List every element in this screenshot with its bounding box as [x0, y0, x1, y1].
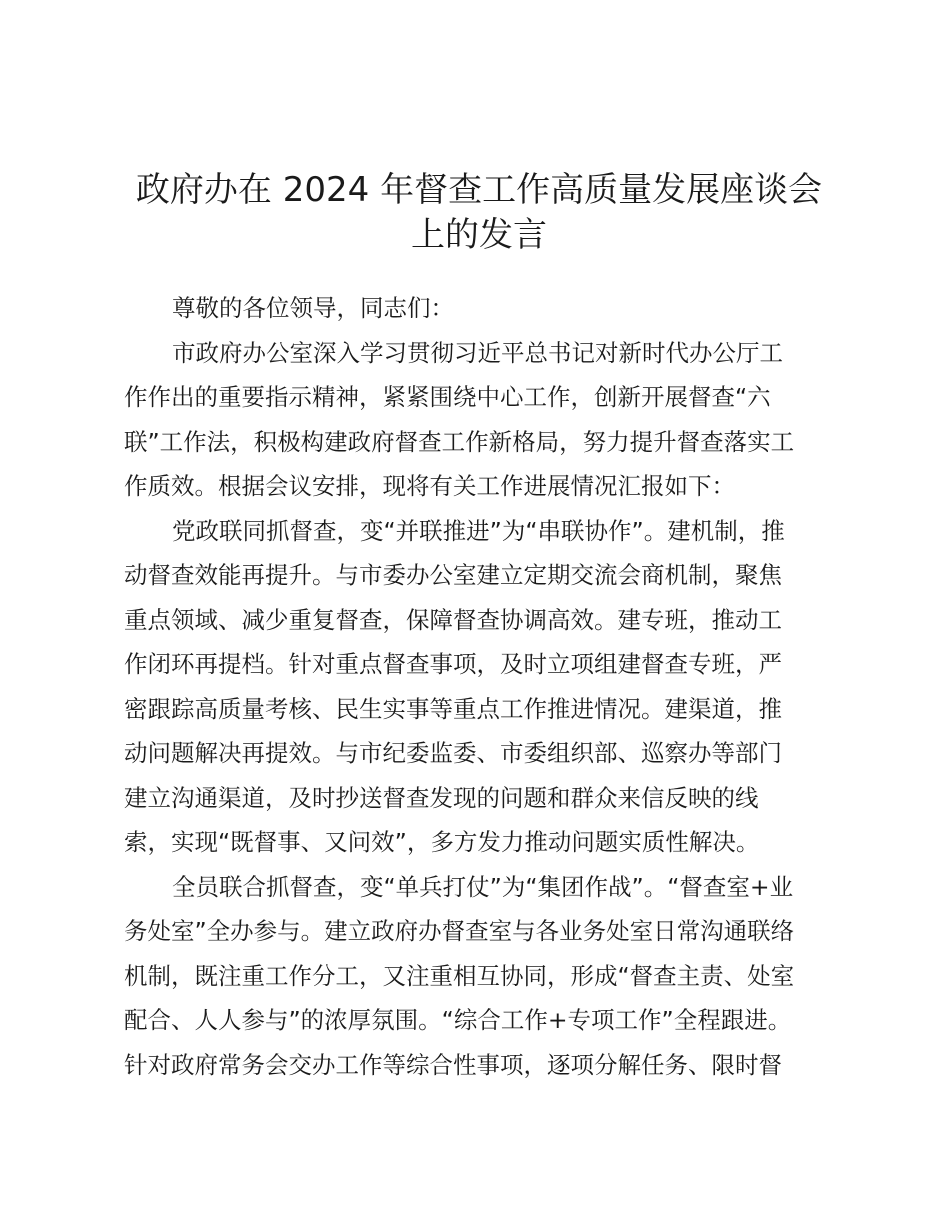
text-line: 全员联合抓督查，变“单兵打仗”为“集团作战”。“督查室+业 — [172, 872, 794, 901]
text-line: 配合、人人参与”的浓厚氛围。“综合工作+专项工作”全程跟进。 — [124, 1006, 792, 1034]
text-line: 密跟踪高质量考核、民生实事等重点工作推进情况。建渠道，推 — [124, 694, 782, 723]
text-line: 联”工作法，积极构建政府督查工作新格局，努力提升督查落实工 — [124, 427, 795, 456]
text-line: 务处室”全办参与。建立政府办督查室与各业务处室日常沟通联络 — [124, 917, 795, 945]
title-line-1: 政府办在 2024 年督查工作高质量发展座谈会 — [135, 170, 823, 210]
document-title — [124, 168, 834, 258]
paragraph-party-government — [124, 509, 834, 865]
title-line-2: 上的发言 — [411, 215, 547, 255]
document-body — [124, 286, 834, 1087]
text-line: 针对政府常务会交办工作等综合性事项，逐项分解任务、限时督 — [124, 1050, 782, 1079]
text-line: 作闭环再提档。针对重点督查事项，及时立项组建督查专班，严 — [124, 650, 782, 678]
paragraph-salutation — [124, 286, 834, 331]
document-page — [124, 168, 834, 1087]
text-line: 动督查效能再提升。与市委办公室建立定期交流会商机制，聚焦 — [124, 561, 782, 589]
paragraph-intro — [124, 331, 834, 509]
text-line: 尊敬的各位领导，同志们： — [172, 294, 454, 322]
text-line: 党政联同抓督查，变“并联推进”为“串联协作”。建机制，推 — [172, 516, 785, 545]
text-line: 动问题解决再提效。与市纪委监委、市委组织部、巡察办等部门 — [124, 739, 782, 767]
text-line: 市政府办公室深入学习贯彻习近平总书记对新时代办公厅工 — [172, 338, 783, 367]
text-line: 机制，既注重工作分工，又注重相互协同，形成“督查主责、处室 — [124, 961, 795, 990]
text-line: 作作出的重要指示精神，紧紧围绕中心工作，创新开展督查“六 — [124, 383, 771, 411]
text-line: 作质效。根据会议安排，现将有关工作进展情况汇报如下： — [124, 472, 735, 500]
text-line: 重点领域、减少重复督查，保障督查协调高效。建专班，推动工 — [124, 605, 782, 634]
paragraph-all-staff — [124, 865, 834, 1088]
text-line: 建立沟通渠道，及时抄送督查发现的问题和群众来信反映的线 — [124, 783, 759, 812]
text-line: 索，实现“既督事、又问效”，多方发力推动问题实质性解决。 — [124, 828, 760, 856]
